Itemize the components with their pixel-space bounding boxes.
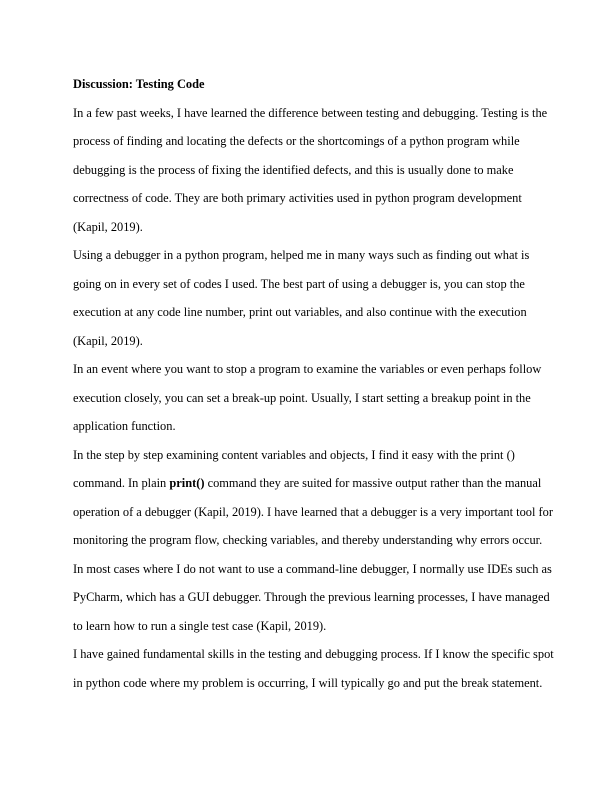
paragraph-line: operation of a debugger (Kapil, 2019). I have learned that a debugger is a very important tool for xyxy=(73,504,553,519)
paragraph-line: (Kapil, 2019). xyxy=(73,219,143,234)
paragraph-4 xyxy=(73,441,553,641)
paragraph-line: correctness of code. They are both primary activities used in python program development xyxy=(73,191,522,205)
paragraph-line: in python code where my problem is occurring, I will typically go and put the break statement. xyxy=(73,675,543,690)
paragraph-line: I have gained fundamental skills in the testing and debugging process. If I know the specific spot xyxy=(73,647,554,661)
paragraph-line: In an event where you want to stop a program to examine the variables or even perhaps follow xyxy=(73,362,542,376)
document-body xyxy=(73,70,554,697)
paragraph-1 xyxy=(73,99,548,242)
text-span: command. In plain xyxy=(73,476,170,490)
paragraph-line: In most cases where I do not want to use a command-line debugger, I normally use IDEs such as xyxy=(73,561,552,576)
paragraph-line: (Kapil, 2019). xyxy=(73,333,143,348)
paragraph-line: execution closely, you can set a break-up point. Usually, I start setting a breakup point in the xyxy=(73,390,531,405)
code-print-bold: print() xyxy=(169,476,205,490)
paragraph-line-with-code xyxy=(73,469,542,498)
paragraph-line: debugging is the process of fixing the identified defects, and this is usually done to make xyxy=(73,162,514,177)
paragraph-line: In a few past weeks, I have learned the difference between testing and debugging. Testing is the xyxy=(73,105,548,120)
paragraph-line: going on in every set of codes I used. The best part of using a debugger is, you can stop the xyxy=(73,276,525,291)
paragraph-line: to learn how to run a single test case (Kapil, 2019). xyxy=(73,618,327,633)
paragraph-line: Using a debugger in a python program, helped me in many ways such as finding out what is xyxy=(73,248,530,262)
paragraph-2 xyxy=(73,241,539,355)
paragraph-line: process of finding and locating the defects or the shortcomings of a python program while xyxy=(73,134,520,148)
paragraph-3 xyxy=(73,355,542,441)
text-span: command they are suited for massive output rather than the manual xyxy=(204,476,542,490)
paragraph-line: monitoring the program flow, checking variables, and thereby understanding why errors occur. xyxy=(73,533,543,547)
paragraph-line: In the step by step examining content variables and objects, I find it easy with the print () xyxy=(73,447,515,462)
paragraph-line: execution at any code line number, print out variables, and also continue with the execution xyxy=(73,305,527,319)
paragraph-line: application function. xyxy=(73,419,176,433)
document-title: Discussion: Testing Code xyxy=(73,77,205,91)
paragraph-line: PyCharm, which has a GUI debugger. Through the previous learning processes, I have managed xyxy=(73,590,550,604)
paragraph-5 xyxy=(73,640,554,697)
